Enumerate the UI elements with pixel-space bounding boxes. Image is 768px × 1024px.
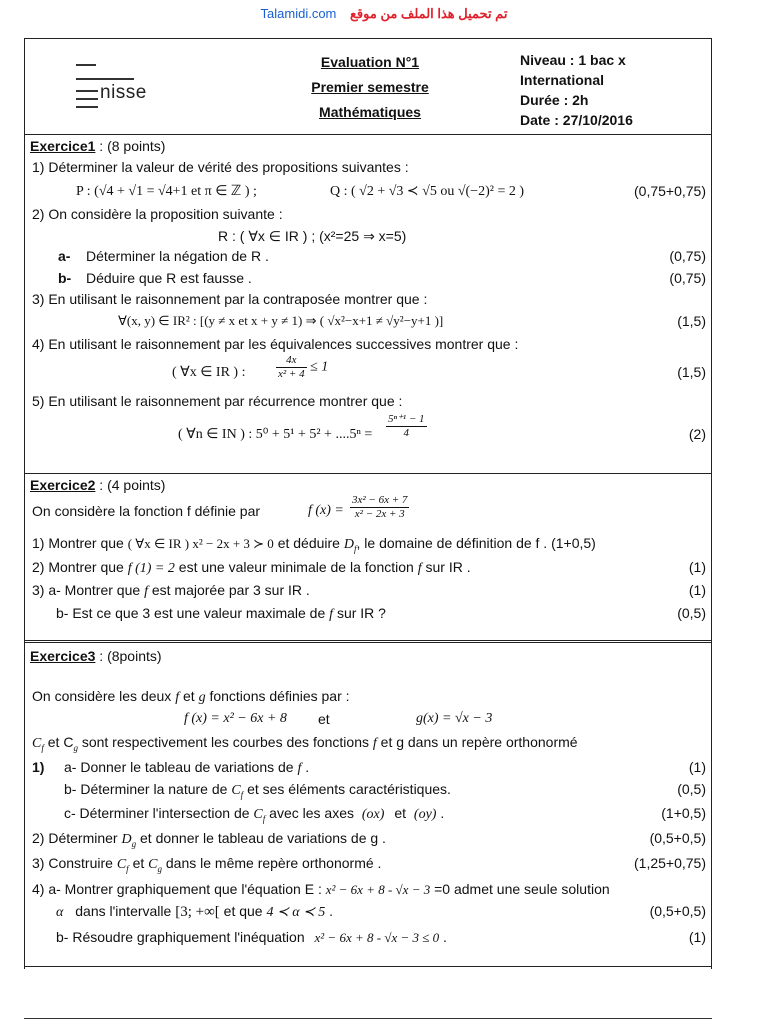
ex2-q2-e: sur IR .	[425, 559, 471, 575]
exam-track: International	[520, 72, 605, 88]
ex3-q1a: a- Donner le tableau de variations de f .	[64, 759, 310, 776]
site-link[interactable]: Talamidi.com	[260, 6, 337, 21]
page-bottom-line	[24, 1018, 712, 1019]
ex3-q1a-f: f	[297, 761, 302, 776]
ex3-q1c-et: et	[394, 805, 407, 821]
ex3-q4b-eq: x² − 6x + 8 - √x − 3 ≤ 0	[314, 930, 440, 945]
ex3-q3-c2: C	[148, 857, 158, 872]
ex3-q2-d: D	[121, 832, 132, 847]
ex2-title: Exercice2	[30, 477, 96, 493]
ex2-q3a	[32, 582, 310, 600]
ex3-q2-a: 2) Déterminer	[32, 830, 118, 846]
ex3-q1b-a: b- Déterminer la nature de	[64, 781, 228, 797]
ex3-q1c-sub: f	[262, 813, 266, 824]
ex3-intro-g: g	[198, 690, 206, 705]
ex1-q5-left: ( ∀n ∈ IN ) : 5⁰ + 5¹ + 5² + ....5ⁿ =	[178, 427, 373, 442]
ex1-q3: 3) En utilisant le raisonnement par la contraposée montrer que :	[32, 291, 428, 307]
ex3-intro-b: fonctions définies par :	[209, 688, 350, 704]
ex2-q1	[32, 535, 596, 554]
ex3-q3	[32, 855, 381, 874]
ex3-q2	[32, 830, 386, 849]
school-logo	[72, 60, 172, 120]
ex1-q4-fraction	[276, 354, 328, 381]
ex3-q1c-a: c- Déterminer l'intersection de	[64, 805, 250, 821]
ex3-q1c-oy: (oy)	[413, 807, 437, 822]
ex3-q1a-points: (1)	[688, 759, 706, 775]
ex2-q3b-b: f	[329, 607, 334, 622]
ex1-q4-right: ≤ 1	[310, 359, 329, 375]
ex3-q3-sub1: f	[126, 863, 129, 874]
ex3-q3-c1: C	[116, 857, 127, 872]
ex2-f-fraction	[350, 494, 409, 521]
ex3-q1c-c: C	[253, 807, 263, 822]
ex3-q2-sub: g	[131, 838, 137, 849]
exam-duration: Durée : 2h	[520, 92, 589, 108]
ex3-q1c-points: (1+0,5)	[661, 805, 706, 821]
ex3-q1b-points: (0,5)	[677, 781, 706, 797]
ex2-q3a-a: 3) a- Montrer que	[32, 582, 141, 598]
ex3-q4a	[32, 881, 610, 898]
exam-level: Niveau : 1 bac x	[520, 52, 626, 68]
ex3-q4a-b: =0 admet une seule solution	[434, 881, 610, 897]
ex2-q1-a: 1) Montrer que	[32, 535, 124, 551]
ex3-q3-et: et	[132, 855, 145, 871]
ex3-curve-cf: C	[32, 736, 42, 751]
ex1-q2b: Déduire que R est fausse .	[86, 270, 252, 286]
ex2-q3b-points: (0,5)	[677, 605, 706, 621]
ex1-q1-points: (0,75+0,75)	[634, 183, 706, 199]
ex3-q4a-interval-text: dans l'intervalle	[75, 903, 172, 919]
exam-semester: Premier semestre	[311, 79, 429, 95]
ex3-curve-cf-sub: f	[41, 742, 44, 753]
ex3-q4a-eq: x² − 6x + 8 - √x − 3	[325, 882, 431, 897]
ex3-q4b: b- Résoudre graphiquement l'inéquation x² − 6x + 8 - √x − 3 ≤ 0 .	[56, 929, 447, 945]
ex3-q3-a: 3) Construire	[32, 855, 113, 871]
logo-text: nisse	[100, 82, 147, 103]
exam-date: Date : 27/10/2016	[520, 112, 633, 128]
header-divider	[24, 134, 712, 135]
ex2-f-num: 3x² − 6x + 7	[352, 494, 408, 506]
exam-subject: Mathématiques	[319, 104, 421, 120]
ex2-q2-d: f	[417, 561, 422, 576]
frame-bottom	[24, 966, 712, 967]
ex2-q3b	[56, 605, 386, 623]
ex2-q1-b: ( ∀x ∈ IR ) x² − 2x + 3 ≻ 0	[127, 536, 274, 551]
ex2-q2-points: (1)	[688, 559, 706, 575]
ex1-q4-den: x² + 4	[278, 368, 305, 380]
ex3-curve-cg: et C	[43, 734, 74, 750]
ex1-q1: 1) Déterminer la valeur de vérité des propositions suivantes :	[32, 159, 409, 175]
ex1-q2a: Déterminer la négation de R .	[86, 248, 269, 264]
divider-ex2	[24, 473, 712, 474]
ex3-f-def: f (x) = x² − 6x + 8	[184, 711, 287, 726]
ex2-q3b-c: sur IR ?	[336, 605, 386, 621]
ex3-q1b	[64, 781, 451, 800]
ex3-curves-d: et g dans un repère orthonormé	[380, 734, 578, 750]
ex3-et: et	[318, 711, 330, 727]
ex3-curves-f: f	[372, 736, 377, 751]
ex2-heading	[30, 477, 165, 493]
ex2-q2-c: est une valeur minimale de la fonction	[178, 559, 414, 575]
ex1-q5-points: (2)	[688, 426, 706, 442]
ex1-q2-R: R : ( ∀x ∈ IR ) ; (x²=25 ⇒ x=5)	[218, 228, 407, 244]
ex3-q3-sub2: g	[157, 863, 162, 874]
ex1-q2a-label: a-	[58, 248, 71, 264]
ex3-q1b-sub: f	[240, 789, 244, 800]
ex2-f-den: x² − 2x + 3	[354, 508, 405, 520]
ex1-q3-formula: ∀(x, y) ∈ IR² : [(y ≠ x et x + y ≠ 1) ⇒ ( √x²−x+1 ≠ √y²−y+1 )]	[118, 313, 444, 328]
ex1-heading	[30, 138, 165, 154]
ex1-q5-fraction	[386, 413, 427, 440]
ex1-q2a-points: (0,75)	[669, 248, 706, 264]
ex3-q1c-b: avec les axes	[269, 805, 354, 821]
ex1-points: : (8 points)	[95, 138, 166, 154]
ex3-q1b-b: et ses éléments caractéristiques.	[247, 781, 451, 797]
ex3-q4a-line2: α dans l'intervalle [3; +∞[ et que 4 ≺ α ≺ 5 .	[56, 903, 334, 920]
ex3-q4b-a: b- Résoudre graphiquement l'inéquation	[56, 929, 305, 945]
source-banner	[0, 6, 768, 22]
ex3-q4a-ineq: 4 ≺ α ≺ 5	[266, 905, 326, 920]
ex2-q2	[32, 559, 471, 577]
ex3-q2-points: (0,5+0,5)	[649, 830, 706, 846]
ex3-q4a-a: 4) a- Montrer graphiquement que l'équation E :	[32, 881, 322, 897]
ex2-q3a-c: est majorée par 3 sur IR .	[151, 582, 310, 598]
ex1-q2b-points: (0,75)	[669, 270, 706, 286]
ex1-q4: 4) En utilisant le raisonnement par les équivalences successives montrer que :	[32, 336, 519, 352]
ex3-intro	[32, 688, 350, 706]
exam-title: Evaluation N°1	[320, 54, 420, 70]
ex1-q2: 2) On considère la proposition suivante :	[32, 206, 283, 222]
ex3-q1a-a: a- Donner le tableau de variations de	[64, 759, 294, 775]
ex3-title: Exercice3	[30, 648, 96, 664]
ex3-heading	[30, 648, 162, 664]
ex3-curve-cg-sub: g	[73, 742, 78, 753]
ex2-f-left: f (x) =	[308, 503, 344, 518]
ex1-q4-num: 4x	[276, 354, 307, 368]
ex2-q1-D: D	[343, 537, 354, 552]
ex3-q3-b: dans le même repère orthonormé .	[165, 855, 382, 871]
ex1-title: Exercice1	[30, 138, 96, 154]
ex1-q2b-label: b-	[58, 270, 72, 286]
ex2-points: : (4 points)	[95, 477, 166, 493]
ex3-q1c: c- Déterminer l'intersection de $C_f$ avec les axes (ox) et (oy) .	[64, 805, 445, 824]
ex3-g-def: g(x) = √x − 3	[416, 711, 493, 726]
ex2-q1-e: , le domaine de définition de f . (1+0,5)	[356, 535, 596, 551]
ex3-intro-f: f	[175, 690, 180, 705]
ex1-q1-Q: Q : ( √2 + √3 ≺ √5 ou √(−2)² = 2 )	[330, 184, 524, 199]
ex2-q1-c: et déduire	[277, 535, 340, 551]
ex3-intro-a: On considère les deux	[32, 688, 172, 704]
ex3-q2-b: et donner le tableau de variations de g .	[140, 830, 386, 846]
ex2-q2-b: f (1) = 2	[127, 561, 175, 576]
ex1-q4-points: (1,5)	[677, 364, 706, 380]
ex1-q3-points: (1,5)	[677, 313, 706, 329]
ex3-points: : (8points)	[95, 648, 162, 664]
ex2-intro: On considère la fonction f définie par	[32, 503, 261, 519]
ex3-q4b-points: (1)	[688, 929, 706, 945]
ex1-q5: 5) En utilisant le raisonnement par récurrence montrer que :	[32, 393, 403, 409]
ex3-q1b-c: C	[231, 783, 241, 798]
ex3-curves	[32, 734, 578, 753]
ex3-q4a-andthat: et que	[223, 903, 263, 919]
ex3-q1c-ox: (ox)	[361, 807, 385, 822]
ex2-q3a-b: f	[144, 584, 148, 599]
ex1-q1-P: P : (√4 + √1 = √4+1 et π ∈ ℤ ) ;	[76, 184, 257, 199]
ex2-q3a-points: (1)	[688, 582, 706, 598]
ex1-q5-den: 4	[403, 427, 409, 439]
ex3-intro-et: et	[182, 688, 195, 704]
ex3-q4a-interval: [3; +∞[	[175, 904, 220, 920]
ex2-q2-a: 2) Montrer que	[32, 559, 124, 575]
ex3-q3-points: (1,25+0,75)	[634, 855, 706, 871]
ex2-q1-sub: f	[354, 543, 357, 554]
ex3-q4a-points: (0,5+0,5)	[649, 903, 706, 919]
divider-ex3-double	[24, 640, 712, 641]
ex3-q4a-alpha: α	[56, 905, 64, 920]
ex3-curves-c: sont respectivement les courbes des fonctions	[77, 734, 369, 750]
divider-ex3	[24, 642, 712, 643]
ex1-q5-num: 5ⁿ⁺¹ − 1	[388, 413, 425, 425]
ex1-q4-left: ( ∀x ∈ IR ) :	[172, 365, 246, 380]
ex3-q1-number: 1)	[32, 759, 45, 775]
ex2-q3b-a: b- Est ce que 3 est une valeur maximale de	[56, 605, 326, 621]
arabic-banner-text: تم تحميل هذا الملف من موقع	[350, 6, 508, 21]
